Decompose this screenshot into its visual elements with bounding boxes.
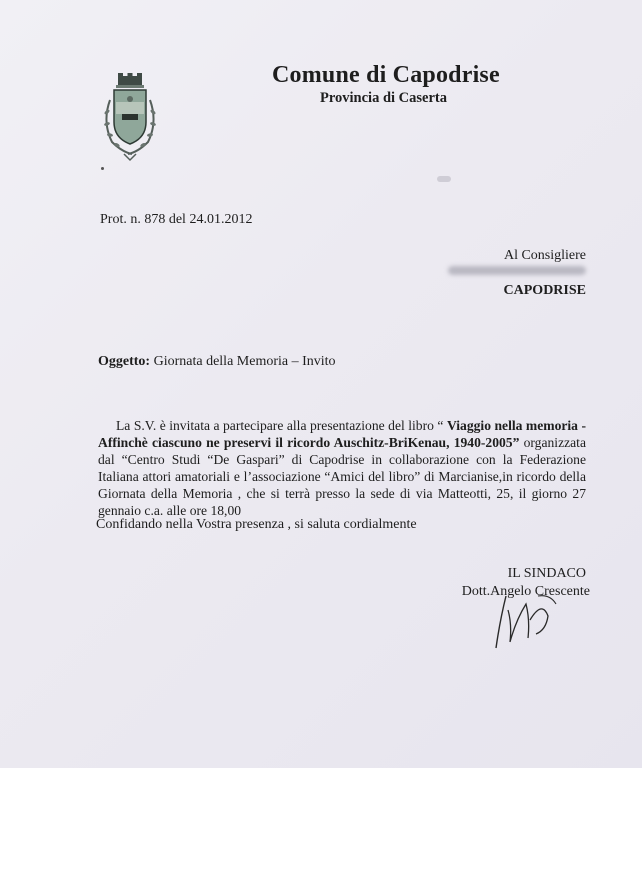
scan-smudge	[437, 176, 451, 182]
book-title: Viaggio nella memoria - Affinchè ciascuno ne preservi il ricordo Auschitz-BriKenau, 1940-2005”	[98, 418, 586, 450]
signatory-title: IL SINDACO	[507, 566, 586, 581]
handwritten-signature-icon	[486, 590, 566, 652]
paragraph-text-a: La S.V. è invitata a partecipare alla presentazione del libro “	[116, 418, 447, 433]
scan-speck	[101, 167, 104, 170]
municipality-title: Comune di Capodrise	[272, 62, 500, 88]
closing-paragraph: Confidando nella Vostra presenza , si saluta cordialmente	[96, 517, 417, 532]
province-subtitle: Provincia di Caserta	[320, 90, 447, 106]
paragraph-text-b: organizzata dal “Centro Studi “De Gaspari” di Capodrise in collaborazione con la Federazione Italiana attori amatoriali e l’associazione “Amici del libro” di Marcianise,in ricordo della Giornata della Memoria , che si terrà presso la sede di via Matteotti, 25, il giorno 27 gennaio c.a. alle ore 18,00	[98, 435, 586, 518]
coat-of-arms-icon	[98, 72, 162, 168]
subject-label: Oggetto:	[98, 354, 151, 369]
redacted-recipient-name	[448, 266, 586, 275]
invitation-paragraph	[98, 417, 586, 519]
recipient-city: CAPODRISE	[503, 283, 586, 298]
signatory-name: Dott.Angelo Crescente	[461, 584, 590, 599]
protocol-number: Prot. n. 878 del 24.01.2012	[100, 212, 253, 227]
recipient-line-1: Al Consigliere	[503, 248, 586, 263]
subject-line	[98, 354, 336, 370]
subject-text: Giornata della Memoria – Invito	[153, 354, 336, 369]
